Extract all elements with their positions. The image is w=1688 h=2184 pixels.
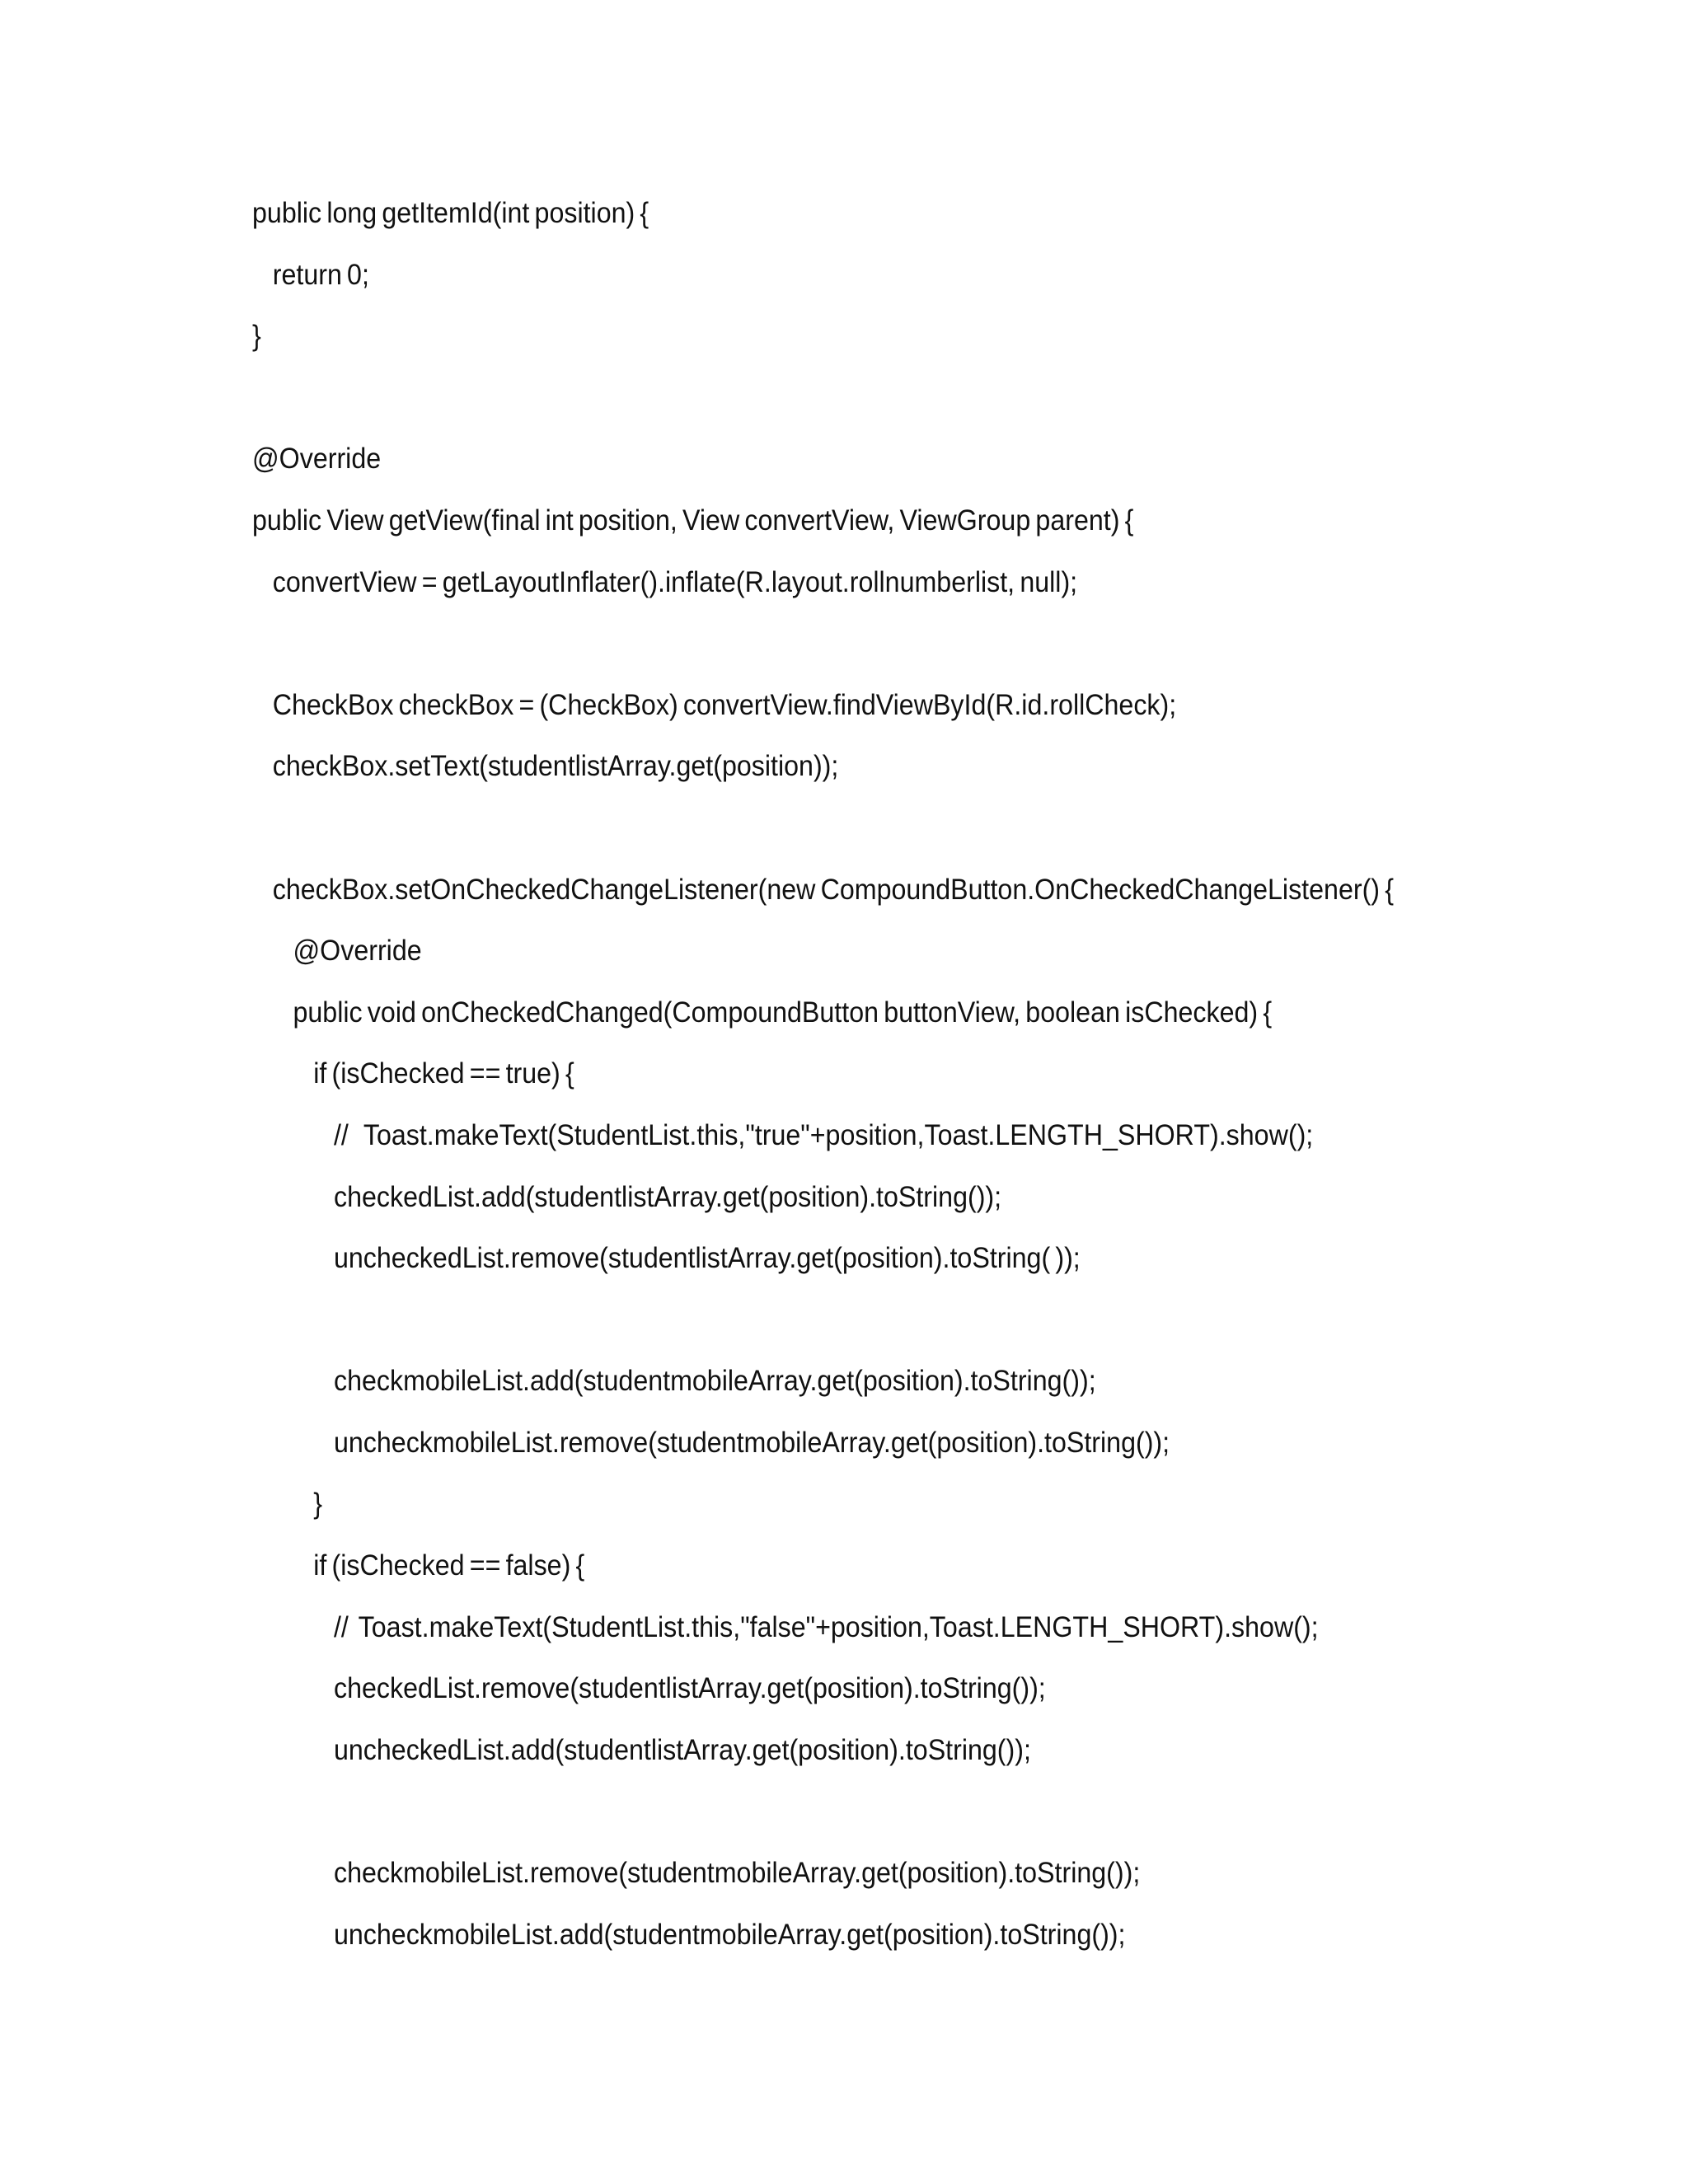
code-line: public long getItemId(int position) { [252, 197, 649, 229]
code-line: public View getView(final int position, View convertView, ViewGroup parent) { [252, 504, 1134, 537]
code-line [252, 1290, 1394, 1352]
code-line: } [252, 1488, 322, 1521]
code-line: checkBox.setText(studentlistArray.get(position)); [252, 750, 839, 783]
code-line: checkedList.remove(studentlistArray.get(position).toString()); [252, 1672, 1046, 1705]
code-line: uncheckmobileList.add(studentmobileArray.get(position).toString()); [252, 1918, 1126, 1951]
code-line: uncheckedList.add(studentlistArray.get(position).toString()); [252, 1733, 1031, 1766]
code-block [252, 183, 1493, 1966]
code-line: return 0; [252, 258, 369, 291]
code-line: if (isChecked == false) { [252, 1549, 585, 1582]
code-line: @Override [252, 443, 382, 476]
code-line: // Toast.makeText(StudentList.this,"false"+position,Toast.LENGTH_SHORT).show(); [252, 1610, 1319, 1643]
code-line [252, 613, 1394, 675]
code-line [252, 368, 1394, 429]
code-line: public void onCheckedChanged(CompoundButton buttonView, boolean isChecked) { [252, 996, 1273, 1029]
code-line: CheckBox checkBox = (CheckBox) convertView.findViewById(R.id.rollCheck); [252, 688, 1177, 721]
code-line: checkmobileList.remove(studentmobileArray.get(position).toString()); [252, 1857, 1141, 1890]
code-line: uncheckmobileList.remove(studentmobileArray.get(position).toString()); [252, 1426, 1170, 1459]
code-line: if (isChecked == true) { [252, 1057, 574, 1090]
code-line: } [252, 320, 261, 353]
code-line: checkedList.add(studentlistArray.get(position).toString()); [252, 1180, 1002, 1213]
code-line: uncheckedList.remove(studentlistArray.get(position).toString( )); [252, 1242, 1081, 1275]
code-line [252, 798, 1394, 860]
code-line: checkBox.setOnCheckedChangeListener(new CompoundButton.OnCheckedChangeListener() { [252, 873, 1394, 906]
code-line: // Toast.makeText(StudentList.this,"true"+position,Toast.LENGTH_SHORT).show(); [252, 1118, 1314, 1151]
code-line [252, 1781, 1394, 1843]
code-line: checkmobileList.add(studentmobileArray.get(position).toString()); [252, 1365, 1096, 1398]
code-line: convertView = getLayoutInflater().inflate(R.layout.rollnumberlist, null); [252, 565, 1078, 598]
code-line: @Override [252, 935, 422, 968]
